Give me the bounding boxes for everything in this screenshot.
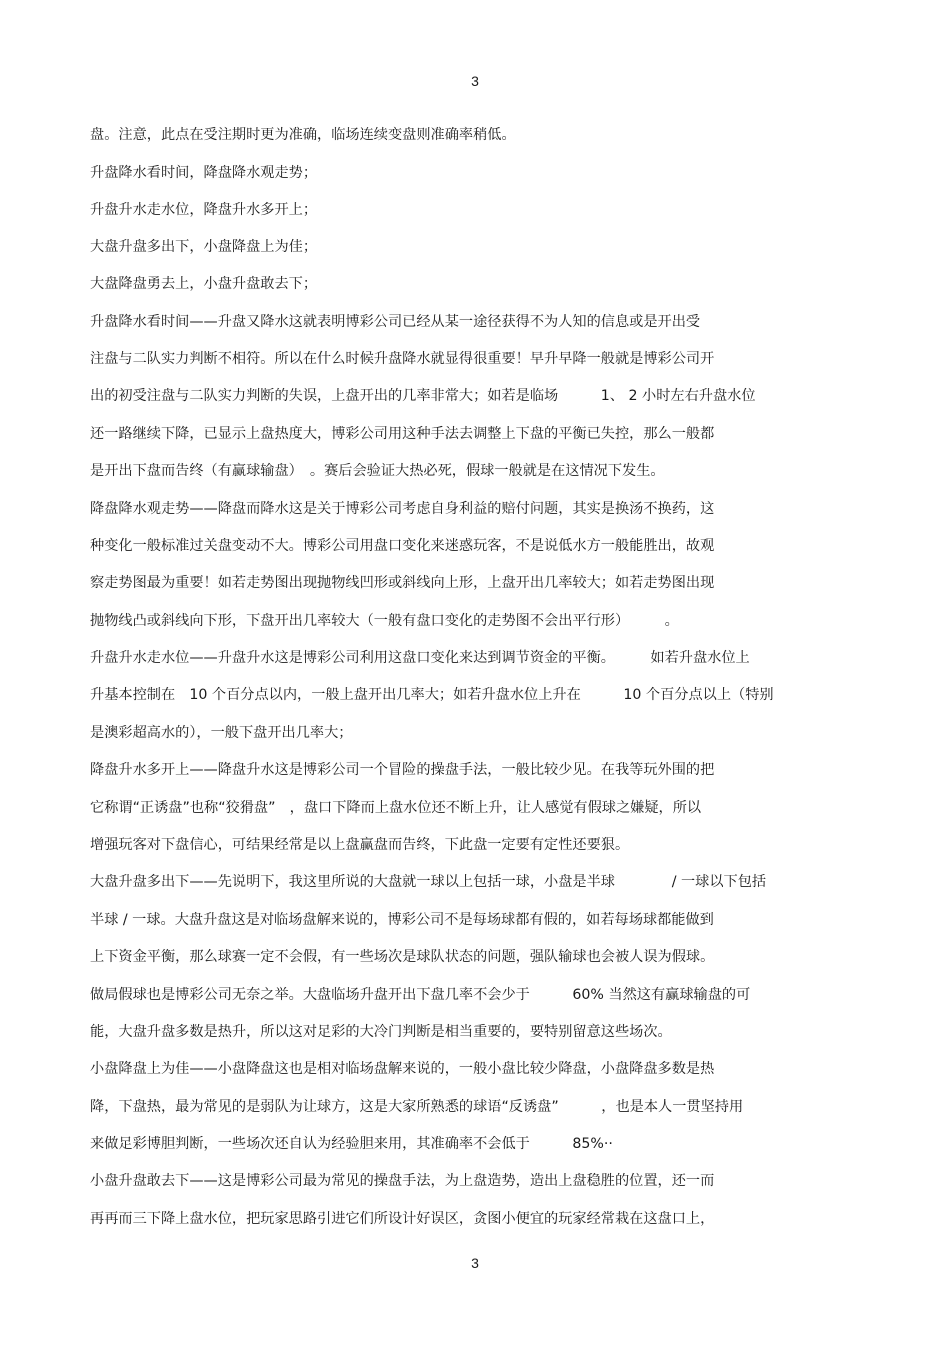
text-line: 降盘升水多开上——降盘升水这是博彩公司一个冒险的操盘手法，一般比较少见。在我等玩外围的把 xyxy=(90,762,715,778)
text-line: 大盘降盘勇去上，小盘升盘敢去下； xyxy=(90,276,318,292)
text-line: 降，下盘热，最为常见的是弱队为让球方，这是大家所熟悉的球语“反诱盘” ，也是本人一贯坚持用 xyxy=(90,1099,744,1115)
text-line: 升盘降水看时间——升盘又降水这就表明博彩公司已经从某一途径获得不为人知的信息或是开出受 xyxy=(90,314,701,330)
text-line: 抛物线凸或斜线向下形，下盘开出几率较大（一般有盘口变化的走势图不会出平行形） 。 xyxy=(90,613,679,629)
text-line: 出的初受注盘与二队实力判断的失误，上盘开出的几率非常大；如若是临场 1、 2 小时左右升盘水位 xyxy=(90,388,756,404)
text-line: 上下资金平衡，那么球赛一定不会假，有一些场次是球队状态的问题，强队输球也会被人误为假球。 xyxy=(90,949,715,965)
page-header-number: 3 xyxy=(471,73,479,89)
text-line: 增强玩客对下盘信心，可结果经常是以上盘赢盘而告终，下此盘一定要有定性还要狠。 xyxy=(90,837,630,853)
text-line: 是开出下盘而告终（有赢球输盘） 。赛后会验证大热必死，假球一般就是在这情况下发生。 xyxy=(90,463,665,479)
page-footer-number: 3 xyxy=(471,1255,479,1271)
text-line: 能，大盘升盘多数是热升，所以这对足彩的大冷门判断是相当重要的，要特别留意这些场次。 xyxy=(90,1024,672,1040)
text-line: 半球 / 一球。大盘升盘这是对临场盘解来说的，博彩公司不是每场球都有假的，如若每场球都能做到 xyxy=(90,912,714,928)
text-line: 注盘与二队实力判断不相符。所以在什么时候升盘降水就显得很重要！早升早降一般就是博彩公司开 xyxy=(90,351,715,367)
text-line: 它称谓“正诱盘”也称“狡猾盘” ，盘口下降而上盘水位还不断上升，让人感觉有假球之嫌疑，所以 xyxy=(90,800,702,816)
text-line: 小盘升盘敢去下——这是博彩公司最为常见的操盘手法，为上盘造势，造出上盘稳胜的位置，还一而 xyxy=(90,1173,715,1189)
text-line: 盘。注意，此点在受注期时更为准确，临场连续变盘则准确率稍低。 xyxy=(90,127,516,143)
text-line: 升盘降水看时间，降盘降水观走势； xyxy=(90,165,318,181)
text-line: 察走势图最为重要！如若走势图出现抛物线凹形或斜线向上形，上盘开出几率较大；如若走势图出现 xyxy=(90,575,715,591)
text-line: 小盘降盘上为佳——小盘降盘这也是相对临场盘解来说的，一般小盘比较少降盘，小盘降盘多数是热 xyxy=(90,1061,715,1077)
text-line: 升盘升水走水位，降盘升水多开上； xyxy=(90,202,318,218)
text-line: 大盘升盘多出下——先说明下，我这里所说的大盘就一球以上包括一球，小盘是半球 / 一球以下包括 xyxy=(90,874,767,890)
text-line: 降盘降水观走势——降盘而降水这是关于博彩公司考虑自身利益的赔付问题，其实是换汤不换药，这 xyxy=(90,501,715,517)
text-line: 再再而三下降上盘水位，把玩家思路引进它们所设计好误区，贪图小便宜的玩家经常栽在这盘口上， xyxy=(90,1211,715,1227)
text-line: 来做足彩博胆判断，一些场次还自认为经验胆来用，其准确率不会低于 85%·· xyxy=(90,1136,613,1152)
text-line: 升盘升水走水位——升盘升水这是博彩公司利用这盘口变化来达到调节资金的平衡。 如若升盘水位上 xyxy=(90,650,750,666)
text-line: 种变化一般标准过关盘变动不大。博彩公司用盘口变化来迷惑玩客，不是说低水方一般能胜出，故观 xyxy=(90,538,715,554)
text-line: 升基本控制在 10 个百分点以内，一般上盘开出几率大；如若升盘水位上升在 10 个百分点以上（特别 xyxy=(90,687,774,703)
text-line: 做局假球也是博彩公司无奈之举。大盘临场升盘开出下盘几率不会少于 60% 当然这有赢球输盘的可 xyxy=(90,987,751,1003)
text-line: 是澳彩超高水的），一般下盘开出几率大； xyxy=(90,725,353,741)
text-line: 大盘升盘多出下，小盘降盘上为佳； xyxy=(90,239,318,255)
text-line: 还一路继续下降，已显示上盘热度大，博彩公司用这种手法去调整上下盘的平衡已失控，那么一般都 xyxy=(90,426,715,442)
